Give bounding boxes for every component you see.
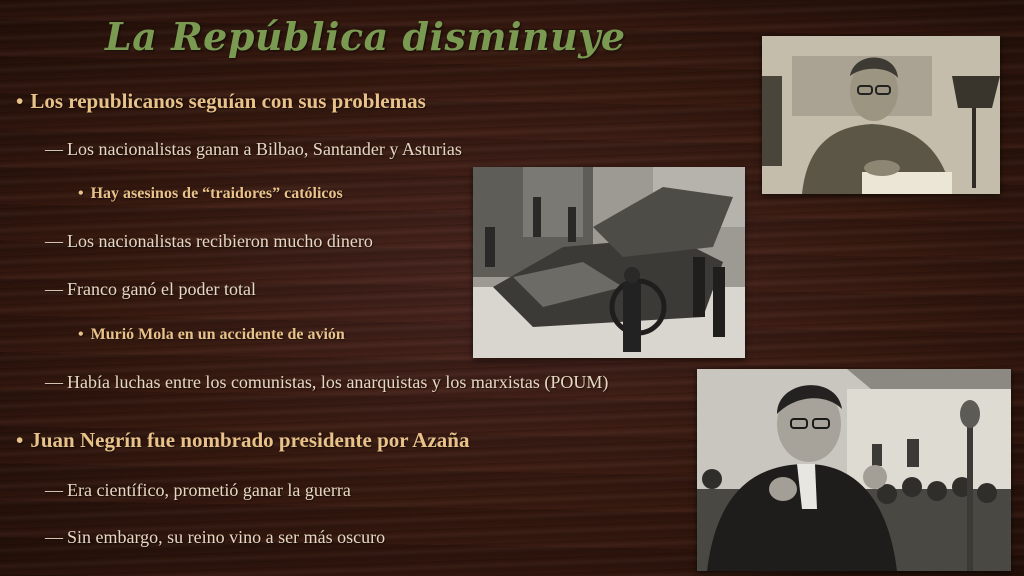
bullet-marker: • — [78, 185, 84, 202]
photo-man-writing-image — [762, 36, 1000, 194]
bullet-level2 — [45, 231, 373, 252]
bullet-text: Los nacionalistas recibieron mucho dinero — [67, 231, 373, 251]
bullet-text: Franco ganó el poder total — [67, 279, 256, 299]
bullet-level3 — [78, 326, 345, 344]
dash-marker: — — [45, 372, 63, 392]
photo-negrin-speaking — [697, 369, 1011, 571]
bullet-marker: • — [78, 326, 84, 343]
bullet-marker: • — [16, 89, 24, 113]
photo-plane-wreckage-image — [473, 167, 745, 358]
slide-title: La República disminuye — [105, 14, 626, 59]
bullet-text: Juan Negrín fue nombrado presidente por Azaña — [30, 428, 470, 452]
bullet-text: Sin embargo, su reino vino a ser más oscuro — [67, 527, 386, 547]
dash-marker: — — [45, 480, 63, 500]
bullet-text: Los nacionalistas ganan a Bilbao, Santander y Asturias — [67, 139, 462, 159]
bullet-level1 — [16, 89, 426, 114]
photo-plane-wreckage — [473, 167, 745, 358]
dash-marker: — — [45, 231, 63, 251]
bullet-marker: • — [16, 428, 24, 452]
bullet-text: Los republicanos seguían con sus problemas — [30, 89, 426, 113]
dash-marker: — — [45, 527, 63, 547]
bullet-level3 — [78, 185, 343, 203]
bullet-level2 — [45, 372, 608, 393]
bullet-text: Hay asesinos de “traidores” católicos — [90, 185, 343, 202]
dash-marker: — — [45, 279, 63, 299]
bullet-level2 — [45, 279, 256, 300]
photo-negrin-speaking-image — [697, 369, 1011, 571]
bullet-text: Había luchas entre los comunistas, los anarquistas y los marxistas (POUM) — [67, 372, 609, 392]
bullet-level2 — [45, 139, 462, 160]
bullet-level1 — [16, 428, 469, 453]
photo-man-writing — [762, 36, 1000, 194]
bullet-text: Era científico, prometió ganar la guerra — [67, 480, 351, 500]
bullet-level2 — [45, 527, 385, 548]
dash-marker: — — [45, 139, 63, 159]
bullet-level2 — [45, 480, 351, 501]
bullet-text: Murió Mola en un accidente de avión — [90, 326, 345, 343]
